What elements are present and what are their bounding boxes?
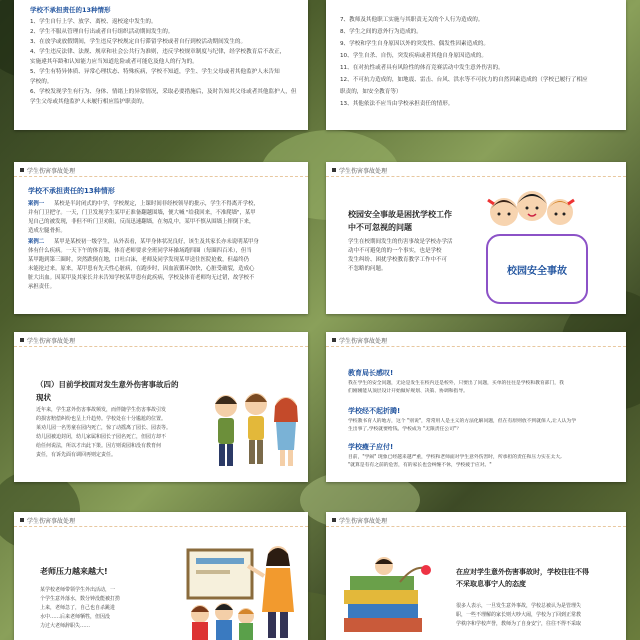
list-item: 8、学生之间的意外行为造成的。	[340, 29, 422, 35]
list-item: 12、不可抗力造成的，如地震、雷击、台风、洪水等不可抗力的自然因素造成的（学校已履行了相应	[340, 77, 588, 83]
list-item: 学生父母或其他监护人未履行相应监护职责的。	[30, 99, 148, 105]
slide-5-body: 近年来，学生意外伤害事故频发，而伴随学生伤害事故引发 的损害赔偿纠纷也呈上升趋势。学校处在十分尴尬的位置。 莱劝儿园一名男童在园内死亡，惊了动摇离了园长、园表等。 幼儿园被迫封闭，幼儿家属和园长子园名死亡，但园方却不 给任何说法，所以才出此下策。因方则说园和没有教育何 责任，有诉先面有调回再则定责任。	[36, 407, 172, 458]
case-1-label: 案例一	[28, 201, 45, 207]
teacher-students-illustration	[184, 542, 304, 640]
divider	[326, 176, 626, 177]
slide-1-heading: 学校不承担责任的13种情形	[30, 6, 111, 14]
list-item: 4、学生违反法律、法规、规章和社会公共行为准则，违反学校规章制度与纪律，经学校教育后不改正，	[30, 49, 286, 55]
slide-8-body: 很多人表示，一旦发生意外事故，学校总被认为是管理失 职，一些不理解的家长则大吵大闹，学校为了回到正常教 学秩序和学校声誉，教师为了自身安宁，往往不得不采取	[456, 603, 582, 627]
list-item: 9、学校和学生自身原因以外的突发性、偶发性因素造成的。	[340, 41, 489, 47]
slide-6-heading-3: 学校瘦子应付!	[348, 443, 394, 451]
list-item: 1、学生自行上学、放学、离校、返校途中发生的。	[30, 19, 157, 25]
slide-header: 学生伤害事故处理	[332, 334, 387, 346]
divider	[14, 176, 308, 177]
bullet-square-icon	[332, 168, 336, 172]
bullet-square-icon	[20, 338, 24, 342]
list-item: 3、在放学或放假期间，学生违反学校规定自行滞留学校或者自行到校活动期间发生的。	[30, 39, 247, 45]
slide-1-list	[30, 17, 302, 107]
case-2: 案例二 某甲是某校初一级学生，从外表看，某甲身体状况良好，该生及其家长亦未说明某甲身 体有什么疾病。一天下午的体育课，体育老师要求全班同学环操场跑四圈（每圈四百米），但当 某甲跑到第三圈时，突然跌倒在地，口吐白沫，老师及同学发现某甲送往医院抢救，但最终仍 未能抢过来。原来，某甲患有先天性心脏病，在跑步时，因血液循环加快，心脏受破裂，造成心 脏大出血。因某甲及其家长并未告知学校某甲患有此疾病，学校及体育老师均无过错，故学校不 承担责任。	[28, 239, 259, 290]
slide-header: 学生伤害事故处理	[20, 334, 75, 346]
bullet-square-icon	[20, 518, 24, 522]
slide-2-list	[340, 14, 622, 110]
slide-5-heading: （四）目前学校面对发生意外伤害事故后的 现状	[36, 380, 179, 402]
bullet-square-icon	[20, 168, 24, 172]
list-item: 13、其他依法不应当由学校承担责任的情形。	[340, 101, 454, 107]
list-item: 7、教师及其他职工实施与其职责无关的个人行为造成的。	[340, 17, 484, 23]
slide-3-heading: 学校不承担责任的13种情形	[28, 187, 115, 195]
safety-banner: 校园安全事故	[486, 234, 588, 304]
slide-3[interactable]	[14, 162, 308, 314]
list-item: 学校的。	[30, 79, 53, 85]
list-item: 2、学生不服从管理自行出或者自行组织活动期间发生的。	[30, 29, 174, 35]
children-illustration	[484, 176, 578, 238]
slide-6-para-1: 我在学生的安全问题，无论是发生在校内还是校外，只要出了问题，买单的往往是学校和教育部门，我 们刚刚能从顶层设计开始做好规划、决策、协调和指导。	[348, 381, 564, 394]
bullet-square-icon	[332, 518, 336, 522]
bullet-square-icon	[332, 338, 336, 342]
slide-7-heading: 老师压力越来越大!	[40, 567, 108, 576]
slide-8-heading: 在应对学生意外伤害事故时，学校往往不得 不采取息事宁人的态度	[456, 568, 589, 588]
slide-6[interactable]	[326, 332, 626, 482]
slide-6-heading-2: 学校经不起折腾!	[348, 407, 401, 415]
slide-header: 学生伤害事故处理	[20, 514, 75, 526]
slide-4[interactable]	[326, 162, 626, 314]
slide-6-para-3: 目前，"学闹" 现象已经越来越严重，学校和老师面对学生意外伤害时，所承担的责任和压力实在太大, "就算是有有之前的危害，有的家长也会纠缠不休，学校疲于应对。"	[348, 455, 562, 468]
slide-header: 学生伤害事故处理	[332, 514, 387, 526]
slide-1[interactable]	[14, 0, 308, 130]
list-item: 职责的，如安全教育等）	[340, 89, 402, 95]
slide-7[interactable]	[14, 512, 308, 640]
slide-header: 学生伤害事故处理	[332, 164, 387, 176]
slide-7-body: 某学校老师带领学生外出活动，一 个学生意外落水，数分钟没能被打捞 上来，老师急了，自己也自杀跳进 水中……后来老师牺牲，但因没 力过大老师辞职失……	[40, 587, 121, 629]
divider	[14, 526, 308, 527]
divider	[14, 346, 308, 347]
slide-8[interactable]	[326, 512, 626, 640]
sad-children-illustration	[210, 368, 302, 476]
books-illustration	[340, 552, 434, 638]
list-item: 实施違其年龄和认知能力应当知道危险或者可能危及他人的行为的。	[30, 59, 198, 65]
slide-4-body: 学生在校期间发生的伤害事故是学校办学活 动中不可避免的的一个事实，也是学校 发生纠纷、困扰学校教育教学工作中不可 不忽略的问题。	[348, 239, 453, 272]
list-item: 6、学校发现学生有行为、身体、情绪上的异常情况，采取必要措施后，及时告知其父母或者其他监护人，但	[30, 89, 297, 95]
slide-5[interactable]	[14, 332, 308, 482]
slide-6-heading-1: 教育局长感叹!	[348, 369, 394, 377]
slide-2[interactable]	[326, 0, 626, 130]
slide-4-heading: 校园安全事故是困扰学校工作 中不可忽视的问题	[348, 210, 452, 232]
divider	[326, 526, 626, 527]
divider	[326, 346, 626, 347]
slide-6-para-2: 学校教书育人的地方，这个 "别说"，常常用人是主义的方法化解问题，但在有原则放不到就保人,让人认为学 生出事了,学校就要给钱。学校成为 "无限责任公司"？	[348, 419, 577, 432]
list-item: 11、在对抗性或者具有风险性的体育竞赛活动中发生意外伤害的。	[340, 65, 504, 71]
case-1: 案例一 某校是半封闭式的中学，学校规定，上课时间非经校领导的批示，学生不得离开学校， 并有门卫把守。一天，门卫发现学生某甲正准备翻越围墙，便大喊 "给我回来，不准爬墙"，某甲 见自己的被发现，非但不听门卫劝阻，反而迅速翻墙，在匆乱中，某甲不慎从围墙上摔倒下来， 造成左腿骨折。	[28, 201, 259, 234]
list-item: 10、学生自杀、自伤，突发疾病或者其他自身原因造成的。	[340, 53, 487, 59]
case-2-label: 案例二	[28, 239, 45, 245]
slide-header: 学生伤害事故处理	[20, 164, 75, 176]
list-item: 5、学生有特异体质、异常心理状态、特殊疾病，学校不知道，学生、学生父母或者其他监护人未告知	[30, 69, 280, 75]
